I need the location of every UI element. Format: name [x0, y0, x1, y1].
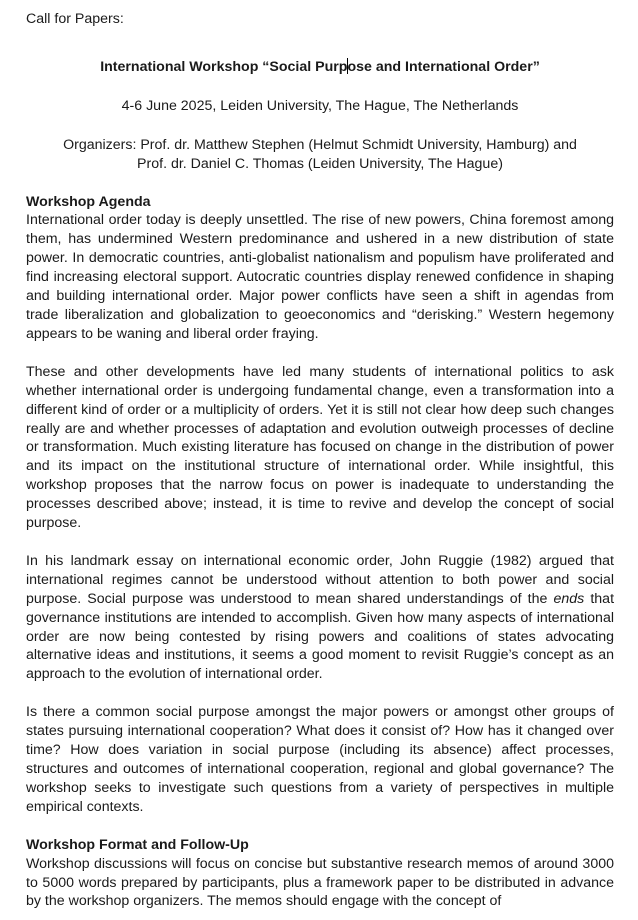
format-heading: Workshop Format and Follow-Up: [26, 836, 249, 853]
agenda-paragraph-3-emphasis: ends: [553, 590, 585, 607]
workshop-title-part1: International Workshop “Social Purp: [100, 58, 348, 75]
format-paragraph-1: Workshop discussions will focus on concise but substantive research memos of around 3000 to 5000 words prepared by participants, plus a framework paper to be distributed in advance by the workshop organizers. The memos should engage with the concept of: [26, 855, 614, 910]
dates-location: 4-6 June 2025, Leiden University, The Hague, The Netherlands: [121, 97, 519, 114]
organizers-line-2: Prof. dr. Daniel C. Thomas (Leiden University, The Hague): [137, 155, 503, 172]
organizers: [26, 136, 614, 174]
agenda-paragraph-3-end: that governance institutions are intended to accomplish. Given how many aspects of international order are now being contested by rising powers and coalitions of states advocating alternative ideas and institutions, it seems a good moment to revisit Ruggie’s concept as an approach to the evolution of international order.: [26, 590, 615, 683]
call-for-papers-label: Call for Papers:: [26, 11, 124, 27]
agenda-paragraph-1: International order today is deeply unsettled. The rise of new powers, China foremost among them, has undermined Western predominance and ushered in a new distribution of state power. In democratic countries, anti-globalist nationalism and populism have proliferated and find increasing electoral support. Autocratic countries display renewed confidence in shaping and building international order. Major power conflicts have seen a shift in agendas from trade liberalization and globalization to geoeconomics and “derisking.” Western hegemony appears to be waning and liberal order fraying.: [26, 212, 614, 342]
agenda-paragraph-2: These and other developments have led many students of international politics to ask whether international order is undergoing fundamental change, even a transformation into a different kind of order or a multiplicity of orders. Yet it is still not clear how deep such changes really are and whether processes of adaptation and evolution outweigh processes of decline or transformation. Much existing literature has focused on change in the distribution of power and its impact on the institutional structure of international order. While insightful, this workshop proposes that the narrow focus on power is inadequate to understanding the processes described above; instead, it is time to revive and develop the concept of social purpose.: [26, 363, 614, 532]
organizers-line-1: Organizers: Prof. dr. Matthew Stephen (Helmut Schmidt University, Hamburg) and: [63, 136, 577, 153]
workshop-title: [26, 58, 614, 77]
workshop-title-part2: ose and International Order”: [347, 58, 540, 75]
agenda-heading: Workshop Agenda: [26, 193, 151, 210]
document-page: [26, 10, 614, 911]
agenda-paragraph-4: Is there a common social purpose amongst the major powers or amongst other groups of states pursuing international cooperation? What does it consist of? How has it changed over time? How does variation in social purpose (including its absence) affect processes, structures and outcomes of international cooperation, regional and global governance? The workshop seeks to investigate such questions from a variety of perspectives in multiple empirical contexts.: [26, 704, 614, 815]
agenda-paragraph-3: [26, 552, 614, 684]
agenda-paragraph-3-start: In his landmark essay on international economic order, John Ruggie (1982) argued that international regimes cannot be understood without attention to both power and social purpose. Social purpose was understood to mean shared understandings of the: [26, 552, 614, 607]
